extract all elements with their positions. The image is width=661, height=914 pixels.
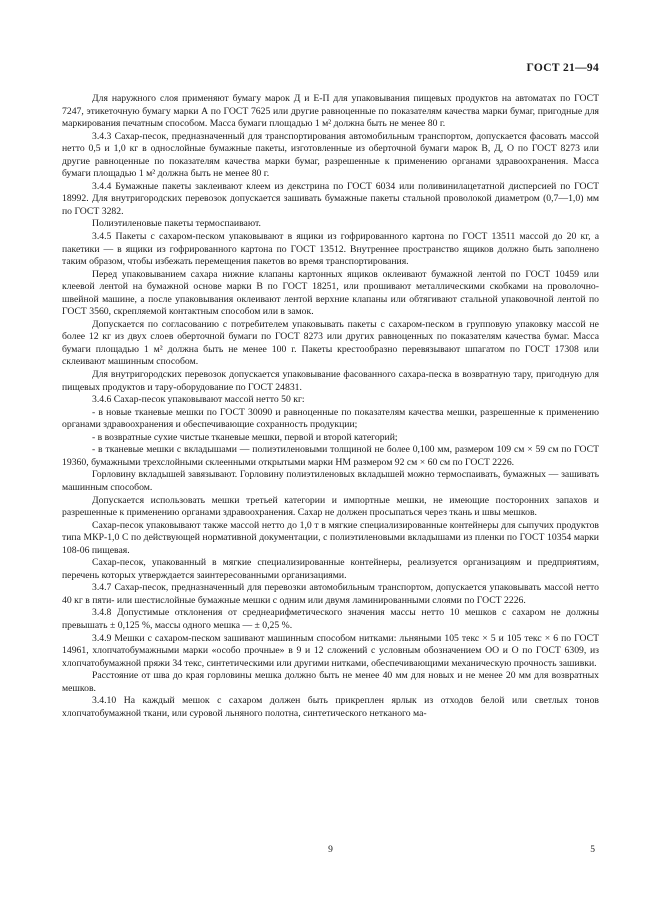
list-item-returnable-bags: - в возвратные сухие чистые тканевые мешки, первой и второй категорий;: [92, 431, 398, 443]
paragraph-soft-containers: Сахар-песок упаковывают также массой нетто до 1,0 т в мягкие специализированные контейнеры для сыпучих продуктов типа МКР-1,0 С по действующей нормативной документации, с полиэтиленовыми вкладышами из пленки по ГОСТ 10354 марки 108-06 пищевая.: [62, 519, 599, 556]
paragraph-3-4-4: 3.4.4 Бумажные пакеты заклеивают клеем из декстрина по ГОСТ 6034 или поливинилацетатной дисперсией по ГОСТ 18992. Для внутригородских перевозок допускается зашивать бумажные пакеты стальной проволокой диаметром (0,7—1,0) мм по ГОСТ 3282.: [62, 180, 599, 217]
paragraph-3-4-6: 3.4.6 Сахар-песок упаковывают массой нетто 50 кг:: [92, 394, 305, 406]
page-number: 5: [590, 845, 595, 855]
paragraph-3-4-3: 3.4.3 Сахар-песок, предназначенный для транспортирования автомобильным транспортом, допускается фасовать массой нетто 0,5 и 1,0 кг в однослойные бумажные пакеты, изготовленные из оберточной бумаги марок В, Д, О по ГОСТ 8273 или другие равноценные по показателям качества марки бумаг, разрешенные к применению органами здравоохранения. Масса бумаги площадью 1 м² должна быть не менее 80 г.: [62, 130, 599, 180]
paragraph-3-4-9: 3.4.9 Мешки с сахаром-песком зашивают машинным способом нитками: льняными 105 текс × 5 и 105 текс × 6 по ГОСТ 14961, хлопчатобумажными марки «особо прочные» в 9 и 12 сложений с условным обозначением ОО и О по ГОСТ 6309, из хлопчатобумажной пряжи 34 текс, синтетическими или другими нитками, обеспечивающими механическую прочность зашивки.: [62, 632, 599, 669]
list-item-bags-with-liners: - в тканевые мешки с вкладышами — полиэтиленовыми толщиной не более 0,100 мм, размером 109 см × 59 см по ГОСТ 19360, бумажными трехслойными склеенными открытыми марки НМ размером 92 см × 60 см по ГОСТ 2226.: [62, 444, 599, 468]
paragraph-third-category-bags: Допускается использовать мешки третьей категории и импортные мешки, не имеющие посторонних запахов и разрешенные к применению органами здравоохранения. Сахар не должен просыпаться через ткань и швы мешков.: [62, 494, 599, 519]
paragraph-box-sealing: Перед упаковыванием сахара нижние клапаны картонных ящиков оклеивают бумажной лентой по ГОСТ 10459 или клеевой лентой на бумажной основе марки В по ГОСТ 18251, или прошивают металлическими скобками на проволочно-швейной машине, а после упаковывания оклеивают лентой верхние клапаны или обтягивают стальной упаковочной лентой по ГОСТ 3560, скрепляемой контактным способом или в замок.: [62, 268, 599, 318]
paragraph-outer-layer-paper: Для наружного слоя применяют бумагу марок Д и Е-П для упаковывания пищевых продуктов на автоматах по ГОСТ 7247, этикеточную бумагу марки А по ГОСТ 7625 или другие равноценные по показателям качества марки бумаг, пригодные для маркирования печатным способом. Масса бумаги площадью 1 м² должна быть не менее 80 г.: [62, 93, 599, 130]
paragraph-3-4-8: 3.4.8 Допустимые отклонения от среднеарифметического значения массы нетто 10 мешков с сахаром не должны превышать ± 0,125 %, массы одного мешка — ± 0,25 %.: [62, 607, 599, 631]
paragraph-returnable-container: Для внутригородских перевозок допускается упаковывание фасованного сахара-песка в возвратную тару, пригодную для пищевых продуктов и тару-оборудование по ГОСТ 24831.: [62, 369, 599, 393]
paragraph-polyethylene-bags: Полиэтиленовые пакеты термоспаивают.: [92, 218, 261, 230]
paragraph-3-4-7: 3.4.7 Сахар-песок, предназначенный для перевозки автомобильным транспортом, допускается упаковывать массой нетто 40 кг в пяти- или шестислойные бумажные мешки с одним или двумя ламинированными слоями по ГОСТ 2226.: [62, 582, 599, 606]
paragraph-seam-distance: Расстояние от шва до края горловины мешка должно быть не менее 40 мм для новых и не менее 20 мм для возвратных мешков.: [62, 670, 599, 694]
paragraph-container-distribution: Сахар-песок, упакованный в мягкие специализированные контейнеры, реализуется организациям и предприятиям, перечень которых утверждается заинтересованными организациями.: [62, 557, 599, 581]
paragraph-liner-neck: Горловину вкладышей завязывают. Горловину полиэтиленовых вкладышей можно термоспаивать, бумажных — зашивать машинным способом.: [62, 469, 599, 493]
footer-center-number: 9: [328, 845, 333, 855]
paragraph-3-4-10: 3.4.10 На каждый мешок с сахаром должен быть прикреплен ярлык из отходов белой или светлых тонов хлопчатобумажной ткани, или суровой льняного полотна, синтетического нетканого ма-: [62, 695, 599, 719]
document-code-header: ГОСТ 21—94: [526, 62, 599, 74]
paragraph-group-packaging: Допускается по согласованию с потребителем упаковывать пакеты с сахаром-песком в групповую упаковку массой не более 12 кг из двух слоев оберточной бумаги по ГОСТ 8273 или других равноценных по показателям качества бумаг. Масса бумаги площадью 1 м² должна быть не менее 100 г. Пакеты крестообразно перевязывают шпагатом по ГОСТ 17308 или склеивают машинным способом.: [62, 318, 599, 368]
document-body: [62, 93, 599, 720]
paragraph-3-4-5: 3.4.5 Пакеты с сахаром-песком упаковывают в ящики из гофрированного картона по ГОСТ 13511 массой до 20 кг, а пакетики — в ящики из гофрированного картона по ГОСТ 13512. Внутреннее пространство ящиков должно быть заполнено таким образом, чтобы избежать перемещения пакетов во время транспортирования.: [62, 231, 599, 268]
list-item-new-bags: - в новые тканевые мешки по ГОСТ 30090 и равноценные по показателям качества мешки, разрешенные к применению органами здравоохранения и обеспечивающие сохранность продукции;: [62, 406, 599, 431]
